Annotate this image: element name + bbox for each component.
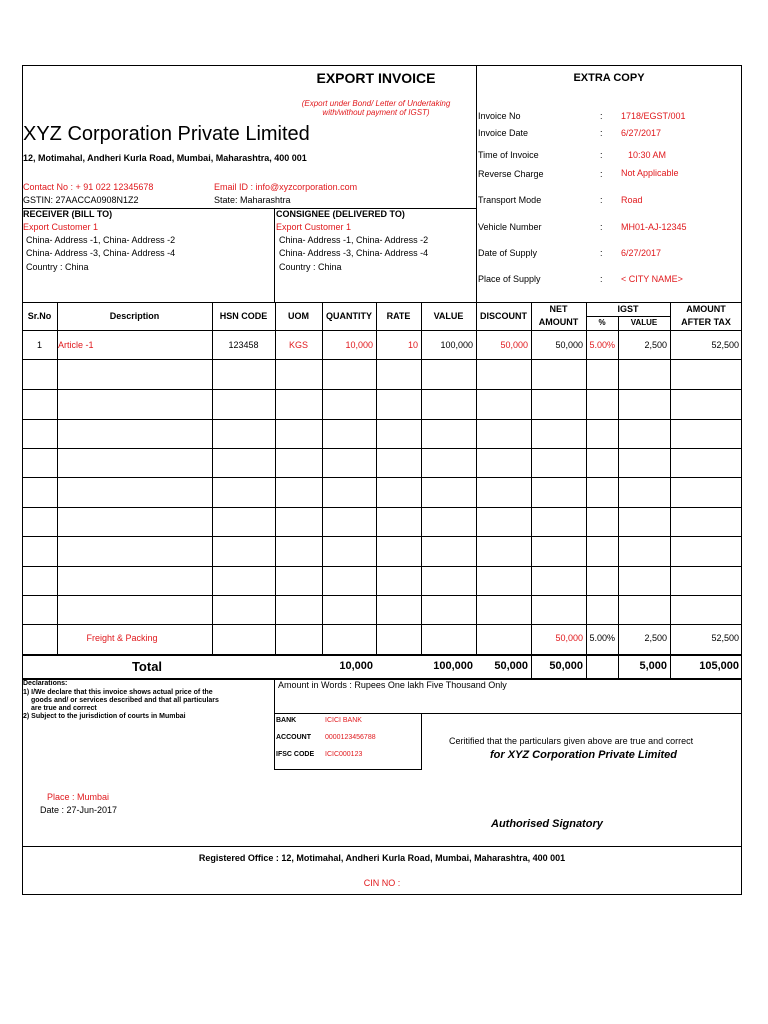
header-divider xyxy=(476,65,477,302)
meta-colon: : xyxy=(600,222,603,232)
meta-label-reverse-charge: Reverse Charge xyxy=(478,169,544,179)
meta-value-invoice-date: 6/27/2017 xyxy=(621,128,662,138)
meta-value-time: 10:30 AM xyxy=(628,150,667,160)
company-contact: Contact No : + 91 022 12345678 xyxy=(23,182,154,192)
total-igst-value: 5,000 xyxy=(639,660,667,672)
meta-value-reverse-charge: Not Applicable xyxy=(621,168,679,178)
bank-divider xyxy=(421,713,422,770)
bank-label: BANK xyxy=(276,717,297,724)
company-state: State: Maharashtra xyxy=(214,195,291,205)
table-row-line xyxy=(22,419,742,420)
account-value: 0000123456788 xyxy=(325,734,376,741)
total-column-line xyxy=(586,654,587,678)
total-label: Total xyxy=(131,658,163,674)
bond-note-line1: (Export under Bond/ Letter of Undertaking xyxy=(301,99,451,108)
igst-subheader-line xyxy=(586,316,670,317)
meta-label-invoice-no: Invoice No xyxy=(478,111,521,121)
receiver-heading: RECEIVER (BILL TO) xyxy=(23,209,113,219)
company-email: Email ID : info@xyzcorporation.com xyxy=(214,182,358,192)
item-amount: 52,500 xyxy=(711,340,739,350)
table-row-line xyxy=(22,477,742,478)
meta-colon: : xyxy=(600,150,603,160)
freight-label: Freight & Packing xyxy=(86,633,158,643)
amount-words-bottom xyxy=(274,713,742,714)
copy-label: EXTRA COPY xyxy=(573,72,645,84)
item-uom: KGS xyxy=(288,340,308,350)
freight-amount: 52,500 xyxy=(711,633,739,643)
bond-note-line2: with/without payment of IGST) xyxy=(322,108,430,117)
meta-colon: : xyxy=(600,195,603,205)
place: Place : Mumbai xyxy=(47,792,110,802)
col-igst-value: VALUE xyxy=(630,318,658,327)
col-rate: RATE xyxy=(386,311,411,321)
footer-divider xyxy=(274,678,275,770)
col-discount: DISCOUNT xyxy=(480,311,527,321)
receiver-country: Country : China xyxy=(26,262,89,272)
col-quantity: QUANTITY xyxy=(326,311,372,321)
company-gstin: GSTIN: 27AACCA0908N1Z2 xyxy=(23,195,139,205)
meta-value-vehicle: MH01-AJ-12345 xyxy=(621,222,687,232)
registered-top-line xyxy=(22,846,742,847)
bank-value: ICICI BANK xyxy=(325,717,362,724)
meta-value-transport: Road xyxy=(621,195,643,205)
item-quantity: 10,000 xyxy=(345,340,373,350)
item-hsn: 123458 xyxy=(228,340,259,350)
company-address: 12, Motimahal, Andheri Kurla Road, Mumbai, Maharashtra, 400 001 xyxy=(23,153,307,163)
col-net-line1: NET xyxy=(549,304,568,314)
igst-subheader-divider xyxy=(618,316,619,330)
col-amount-line1: AMOUNT xyxy=(686,304,726,314)
ifsc-label: IFSC CODE xyxy=(276,751,315,758)
total-net: 50,000 xyxy=(549,660,583,672)
registered-office: Registered Office : 12, Motimahal, Andheri Kurla Road, Mumbai, Maharashtra, 400 001 xyxy=(198,853,566,863)
item-igst-pct: 5.00% xyxy=(589,340,615,350)
table-column-line xyxy=(618,316,619,654)
meta-colon: : xyxy=(600,274,603,284)
party-divider xyxy=(274,208,275,302)
table-row-line xyxy=(22,359,742,360)
consignee-address-2: China- Address -3, China- Address -4 xyxy=(279,248,429,258)
freight-igst-pct: 5.00% xyxy=(589,633,615,643)
item-discount: 50,000 xyxy=(500,340,528,350)
col-net-line2: AMOUNT xyxy=(538,317,579,327)
declarations-line4: 2) Subject to the jurisdiction of courts in Mumbai xyxy=(23,713,186,720)
certified-text: Ceritified that the particulars given above are true and correct xyxy=(449,736,694,746)
declarations-heading: Declarations: xyxy=(23,680,68,687)
date: Date : 27-Jun-2017 xyxy=(40,805,118,815)
meta-colon: : xyxy=(600,248,603,258)
col-hsn: HSN CODE xyxy=(219,311,268,321)
item-igst-value: 2,500 xyxy=(644,340,667,350)
ifsc-value: ICIC000123 xyxy=(325,751,363,758)
col-igst-pct: % xyxy=(598,318,606,327)
item-srno: 1 xyxy=(36,340,42,350)
col-uom: UOM xyxy=(288,311,309,321)
total-amount: 105,000 xyxy=(699,660,739,672)
receiver-address-1: China- Address -1, China- Address -2 xyxy=(26,235,176,245)
account-label: ACCOUNT xyxy=(276,734,311,741)
freight-net: 50,000 xyxy=(555,633,583,643)
total-discount: 50,000 xyxy=(494,660,528,672)
col-amount-line2: AFTER TAX xyxy=(681,317,731,327)
meta-label-date-supply: Date of Supply xyxy=(478,248,538,258)
table-row-line xyxy=(22,389,742,390)
total-quantity: 10,000 xyxy=(339,660,373,672)
item-net: 50,000 xyxy=(555,340,583,350)
col-igst: IGST xyxy=(617,304,639,314)
authorised-signatory: Authorised Signatory xyxy=(491,818,603,830)
table-row-line xyxy=(22,566,742,567)
consignee-heading: CONSIGNEE (DELIVERED TO) xyxy=(276,209,405,219)
invoice-title: EXPORT INVOICE xyxy=(316,70,436,86)
meta-label-invoice-date: Invoice Date xyxy=(478,128,529,138)
item-rate: 10 xyxy=(407,340,418,350)
consignee-address-1: China- Address -1, China- Address -2 xyxy=(279,235,429,245)
table-row-line xyxy=(22,536,742,537)
meta-label-vehicle: Vehicle Number xyxy=(478,222,542,232)
freight-igst-value: 2,500 xyxy=(644,633,667,643)
company-name: XYZ Corporation Private Limited xyxy=(23,123,310,145)
declarations-line3: are true and correct xyxy=(31,705,97,712)
meta-value-place-supply: < CITY NAME> xyxy=(621,274,683,284)
table-row-line xyxy=(22,595,742,596)
consignee-name: Export Customer 1 xyxy=(276,222,352,232)
col-value: VALUE xyxy=(433,311,464,321)
cin-number: CIN NO : xyxy=(363,878,401,888)
table-row-line xyxy=(22,448,742,449)
meta-colon: : xyxy=(600,111,603,121)
declarations-line1: 1) I/We declare that this invoice shows actual price of the xyxy=(23,689,213,696)
item-value: 100,000 xyxy=(440,340,473,350)
amount-in-words: Amount in Words : Rupees One lakh Five Thousand Only xyxy=(278,680,507,690)
meta-label-transport: Transport Mode xyxy=(478,195,542,205)
total-value: 100,000 xyxy=(433,660,473,672)
item-description: Article -1 xyxy=(58,340,94,350)
meta-value-date-supply: 6/27/2017 xyxy=(621,248,662,258)
meta-label-place-supply: Place of Supply xyxy=(478,274,541,284)
declarations-line2: goods and/ or services described and that all particulars xyxy=(31,697,219,704)
for-company: for XYZ Corporation Private Limited xyxy=(490,749,678,761)
table-row-line xyxy=(22,507,742,508)
meta-label-time: Time of Invoice xyxy=(478,150,539,160)
col-description: Description xyxy=(109,311,160,321)
meta-colon: : xyxy=(600,169,603,179)
consignee-country: Country : China xyxy=(279,262,342,272)
meta-value-invoice-no: 1718/EGST/001 xyxy=(621,111,686,121)
bank-bottom xyxy=(274,769,421,770)
col-srno: Sr.No xyxy=(27,311,52,321)
receiver-name: Export Customer 1 xyxy=(23,222,99,232)
meta-colon: : xyxy=(600,128,603,138)
receiver-address-2: China- Address -3, China- Address -4 xyxy=(26,248,176,258)
